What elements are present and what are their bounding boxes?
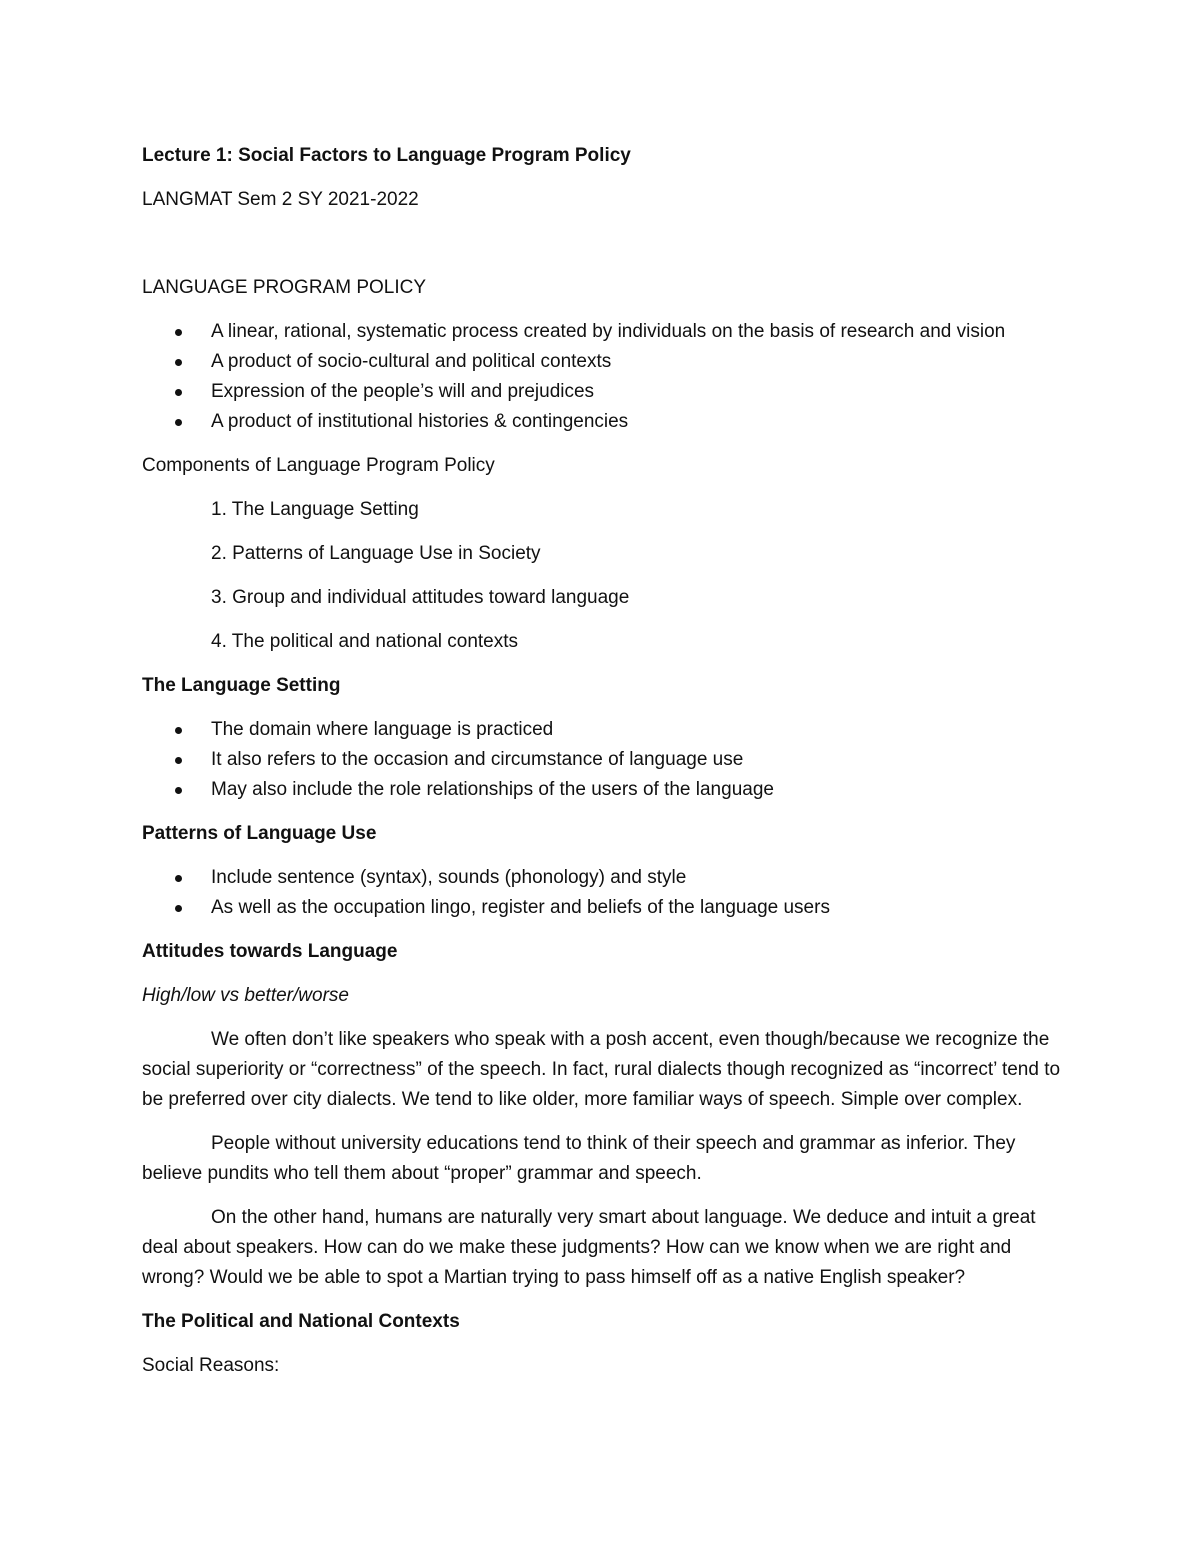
list-item: A linear, rational, systematic process created by individuals on the basis of research and vision [142,317,1072,347]
social-reasons-label: Social Reasons: [142,1355,280,1376]
attitudes-paragraph: On the other hand, humans are naturally very smart about language. We deduce and intuit a great deal about speakers. How can do we make these judgments? How can we know when we are right and wrong? Would we be able to spot a Martian trying to pass himself off as a native English speaker? [142,1207,1036,1288]
list-item: 3. Group and individual attitudes toward language [211,587,630,608]
components-heading: Components of Language Program Policy [142,455,495,476]
attitudes-subheading: High/low vs better/worse [142,985,349,1006]
list-item: 4. The political and national contexts [211,631,519,652]
patterns-bullet-list [142,863,1072,923]
policy-bullet-list [142,317,1072,437]
section-heading-patterns: Patterns of Language Use [142,823,377,844]
attitudes-paragraph: People without university educations tend to think of their speech and grammar as inferior. They believe pundits who tell them about “proper” grammar and speech. [142,1133,1016,1184]
list-item: 2. Patterns of Language Use in Society [211,543,541,564]
attitudes-paragraph: We often don’t like speakers who speak with a posh accent, even though/because we recognize the social superiority or “correctness” of the speech. In fact, rural dialects though recognized as “incorrect’ tend to be preferred over city dialects. We tend to like older, more familiar ways of speech. Simple over complex. [142,1029,1061,1110]
list-item: May also include the role relationships of the users of the language [142,775,1072,805]
section-heading-political-contexts: The Political and National Contexts [142,1311,460,1332]
section-heading-language-setting: The Language Setting [142,675,341,696]
setting-bullet-list [142,715,1072,805]
list-item: Expression of the people’s will and prejudices [142,377,1072,407]
section-heading-attitudes: Attitudes towards Language [142,941,398,962]
list-item: 1. The Language Setting [211,499,419,520]
document-body [142,141,1072,1381]
list-item: As well as the occupation lingo, register and beliefs of the language users [142,893,1072,923]
list-item: A product of institutional histories & contingencies [142,407,1072,437]
list-item: A product of socio-cultural and political contexts [142,347,1072,377]
components-numbered-list [142,495,1072,657]
document-title: Lecture 1: Social Factors to Language Program Policy [142,145,631,166]
document-subtitle: LANGMAT Sem 2 SY 2021-2022 [142,189,419,210]
list-item: The domain where language is practiced [142,715,1072,745]
section-heading-language-program-policy: LANGUAGE PROGRAM POLICY [142,277,427,298]
list-item: Include sentence (syntax), sounds (phonology) and style [142,863,1072,893]
list-item: It also refers to the occasion and circumstance of language use [142,745,1072,775]
